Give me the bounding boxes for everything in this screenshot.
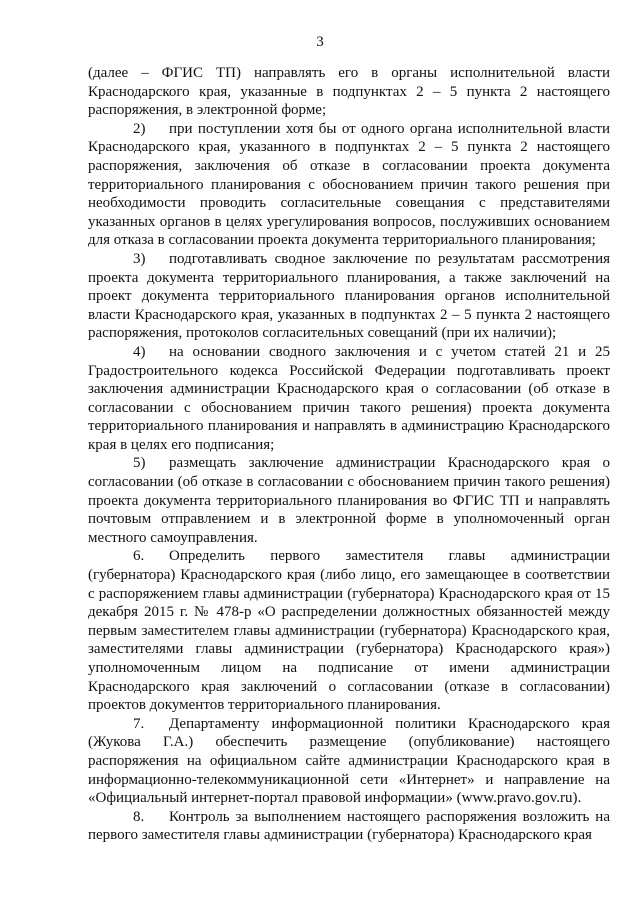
item-number: 6. [133,548,145,565]
paragraph-text: на основании сводного заключения и с учетом статей 21 и 25 Градостроительного кодекса Российской Федерации подготавливать проект заключения администрации Краснодарского края о согласовании (об отказе в согласовании с обоснованием причин такого решения) проекта документа территориального планирования и направлять в администрацию Краснодарского края в целях его подписания; [88,343,610,453]
paragraph-text: подготавливать сводное заключение по результатам рассмотрения проекта документа территориального планирования, а также заключений на проект документа территориального планирования органов исполнительной власти Краснодарского края, указанных в подпунктах 2 – 5 пункта 2 настоящего распоряжения, протоколов согласительных совещаний (при их наличии); [88,250,610,342]
paragraph-text: размещать заключение администрации Краснодарского края о согласовании (об отказе в согласовании с обоснованием причин такого решения) проекта документа территориального планирования во ФГИС ТП и направлять почтовым отправлением и в электронной форме в уполномоченный орган местного самоуправления. [88,455,610,546]
item-6 [88,547,610,714]
paragraph-continuation [88,64,610,120]
item-number: 7. [133,715,145,732]
subitem-number: 4) [133,343,146,360]
subitem-5 [88,454,610,547]
subitem-number: 5) [133,455,146,472]
subitem-2 [88,120,610,250]
paragraph-text: (далее – ФГИС ТП) направлять его в органы исполнительной власти Краснодарского края, указанные в подпунктах 2 – 5 пункта 2 настоящего распоряжения, в электронной форме; [88,65,610,119]
paragraph-text: Контроль за выполнением настоящего распоряжения возложить на первого заместителя главы администрации (губернатора) Краснодарского края [88,808,610,844]
subitem-number: 2) [133,120,146,137]
item-8 [88,808,610,845]
page-number: 3 [316,34,324,50]
subitem-3 [88,250,610,343]
paragraph-text: при поступлении хотя бы от одного органа исполнительной власти Краснодарского края, указанного в подпунктах 2 – 5 пункта 2 настоящего распоряжения, заключения об отказе в согласовании проекта документа территориального планирования с обоснованием причин такого решения при необходимости проводить согласительные совещания с представителями указанных органов в целях урегулирования вопросов, послуживших основанием для отказа в согласовании проекта документа территориального планирования; [88,120,610,249]
document-body [88,64,610,845]
item-number: 8. [133,808,145,825]
item-7 [88,715,610,808]
paragraph-text: Департаменту информационной политики Краснодарского края (Жукова Г.А.) обеспечить размещение (опубликование) настоящего распоряжения на официальном сайте администрации Краснодарского края в информационно-телекоммуникационной сети «Интернет» и направление на «Официальный интернет-портал правовой информации» (www.pravo.gov.ru). [88,715,610,807]
subitem-number: 3) [133,250,146,267]
paragraph-text: Определить первого заместителя главы администрации (губернатора) Краснодарского края (либо лицо, его замещающее в соответствии с распоряжением главы администрации (губернатора) Краснодарского края от 15 декабря 2015 г. № 478-р «О распределении должностных обязанностей между первым заместителем главы администрации (губернатора) Краснодарского края, заместителями главы администрации (губернатора) Краснодарского края») уполномоченным лицом на подписание от имени администрации Краснодарского края заключений о согласовании (отказе в согласовании) проектов документов территориального планирования. [88,548,610,714]
subitem-4 [88,343,610,455]
